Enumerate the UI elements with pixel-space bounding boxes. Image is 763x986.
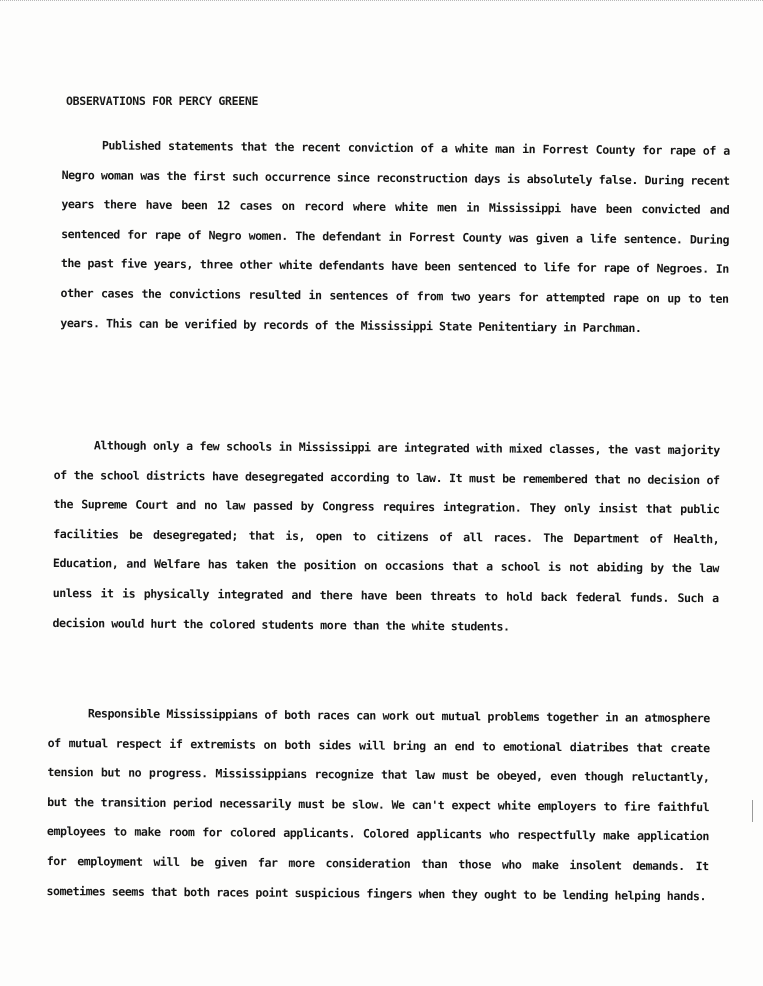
margin-mark — [752, 800, 753, 822]
paragraph-mutual-respect: Responsible Mississippians of both races can work out mutual problems together in an atmosphere of mutual respect if extremists on both sides will bring an end to emotional diatribes that create tension but no progress. Mississippians recognize that law must be obeyed, even though reluctantly, but the transition period necessarily must be slow. We can't expect white employers to fire faithful employees to make room for colored applicants. Colored applicants who respectfully make application for employment will be given far more consideration than those who make insolent demands. It sometimes seems that both races point suspicious fingers when they ought to be lending helping hands. — [46, 706, 710, 903]
paragraph-conviction-records: Published statements that the recent conviction of a white man in Forrest County for rape of a Negro woman was the first such occurrence since reconstruction days is absolutely false. During recent years there have been 12 cases on record where white men in Mississippi have been convicted and sentenced for rape of Negro women. The defendant in Forrest County was given a life sentence. During the past five years, three other white defendants have been sentenced to life for rape of Negroes. In other cases the convictions resulted in sentences of from two years for attempted rape on up to ten years. This can be verified by records of the Mississippi State Penitentiary in Parchman. — [60, 138, 730, 335]
page-top-edge — [0, 0, 763, 1]
document-title: OBSERVATIONS FOR PERCY GREENE — [66, 94, 259, 108]
paragraph-school-desegregation: Although only a few schools in Mississippi are integrated with mixed classes, the vast majority of the school districts have desegregated according to law. It must be remembered that no decision of the Supreme Court and no law passed by Congress requires integration. They only insist that public facilities be desegregated; that is, open to citizens of all races. The Department of Health, Education, and Welfare has taken the position on occasions that a school is not abiding by the law unless it is physically integrated and there have been threats to hold back federal funds. Such a decision would hurt the colored students more than the white students. — [52, 438, 720, 634]
